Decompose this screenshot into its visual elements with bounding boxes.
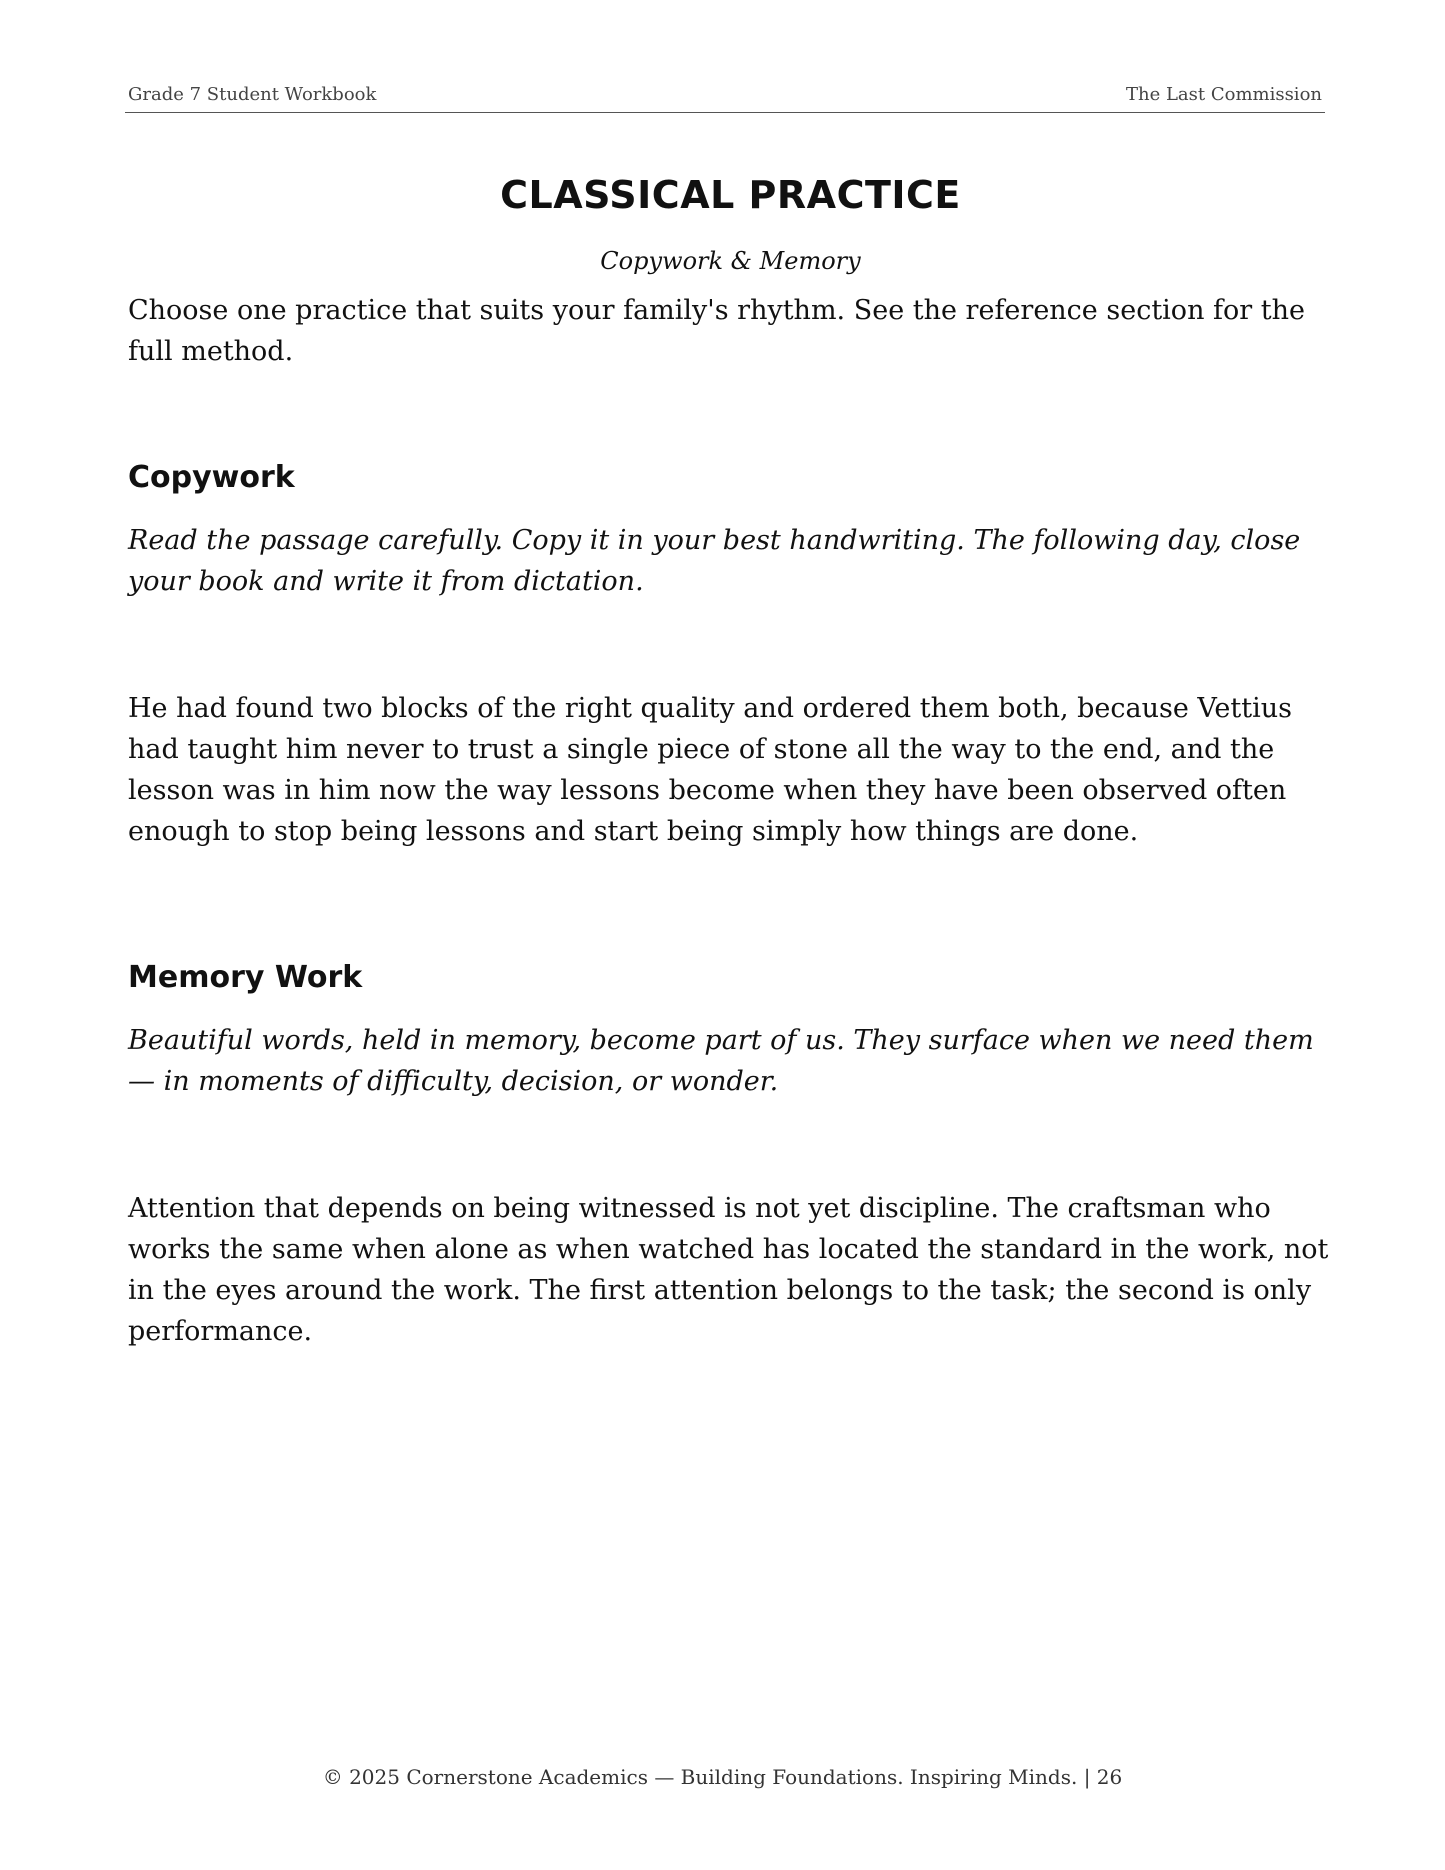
copywork-passage: He had found two blocks of the right quality and ordered them both, because Vettius had taught him never to trust a single piece of stone all the way to the end, and the lesson was in him now the way lessons become when they have been observed often enough to stop being lessons and start being simply how things are done. [128, 693, 1292, 847]
header-unit-title: The Last Commission [1125, 84, 1322, 105]
intro-paragraph: Choose one practice that suits your family's rhythm. See the reference section for the full method. [128, 295, 1305, 367]
header-workbook-title: Grade 7 Student Workbook [128, 84, 377, 105]
running-header [125, 82, 1325, 113]
memory-work-instructions: Beautiful words, held in memory, become part of us. They surface when we need them — in moments of difficulty, decision, or wonder. [128, 1025, 1314, 1097]
page-subtitle: Copywork & Memory [600, 247, 861, 275]
page-title: CLASSICAL PRACTICE [500, 173, 961, 217]
memory-work-heading: Memory Work [128, 960, 363, 995]
copywork-instructions: Read the passage carefully. Copy it in your best handwriting. The following day, close your book and write it from dictation. [128, 525, 1301, 597]
copywork-heading: Copywork [128, 460, 295, 495]
memory-work-section [128, 958, 1333, 1352]
page-footer: © 2025 Cornerstone Academics — Building Foundations. Inspiring Minds. | 26 [322, 1765, 1123, 1789]
copywork-section [128, 458, 1333, 852]
memory-work-passage: Attention that depends on being witnessed is not yet discipline. The craftsman who works the same when alone as when watched has located the standard in the work, not in the eyes around the work. The first attention belongs to the task; the second is only performance. [128, 1193, 1329, 1347]
page-content [128, 160, 1333, 1352]
